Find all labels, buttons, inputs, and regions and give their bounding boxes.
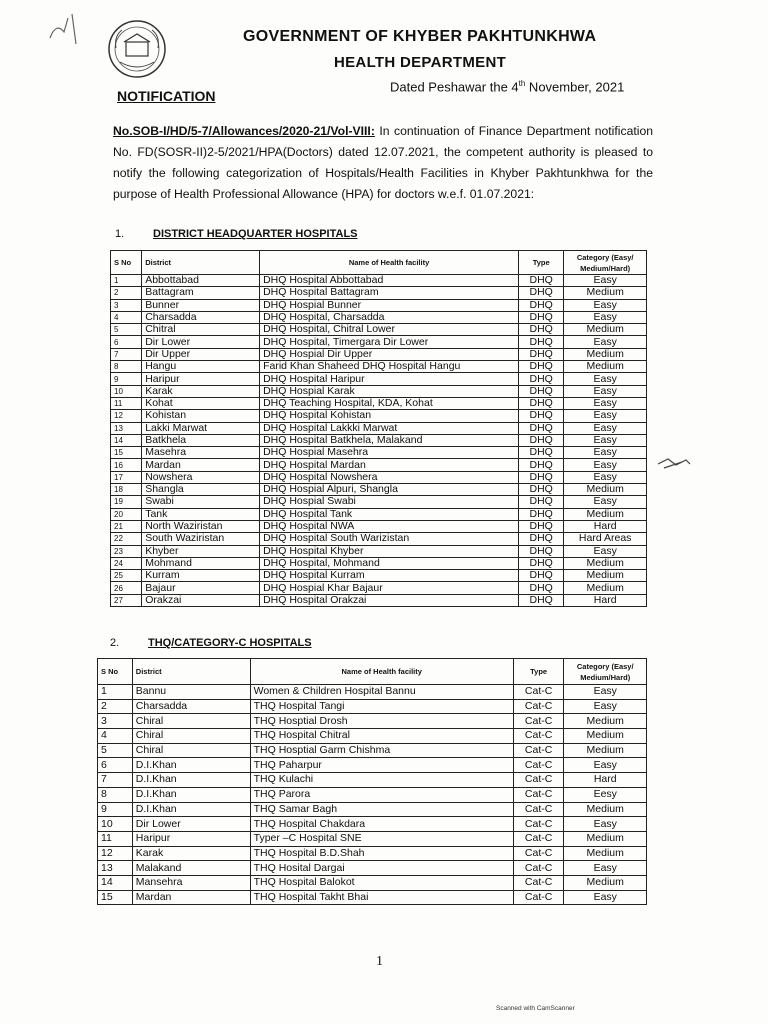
cell-type: Cat-C	[513, 729, 564, 744]
cell-district: Khyber	[142, 545, 260, 557]
cell-district: Chiral	[132, 714, 250, 729]
cell-sno: 7	[111, 348, 142, 360]
cell-facility: THQ Hospital Tangi	[250, 699, 513, 714]
cell-type: DHQ	[519, 533, 564, 545]
table-row	[98, 714, 647, 729]
cell-type: Cat-C	[513, 861, 564, 876]
cell-facility: DHQ Hospital Tank	[260, 508, 519, 520]
cell-type: DHQ	[519, 373, 564, 385]
cell-type: DHQ	[519, 311, 564, 323]
thq-hospitals-table	[97, 658, 647, 905]
cell-type: DHQ	[519, 484, 564, 496]
cell-sno: 25	[111, 570, 142, 582]
col-type: Type	[513, 659, 564, 685]
cell-type: Cat-C	[513, 699, 564, 714]
table-row	[111, 299, 647, 311]
dated-line: Dated Peshawar the 4th November, 2021	[390, 79, 625, 95]
cell-category: Medium	[564, 802, 647, 817]
cell-facility: DHQ Hospital Abbottabad	[260, 275, 519, 287]
cell-category: Hard	[564, 773, 647, 788]
cell-district: Batkhela	[142, 434, 260, 446]
cell-category: Medium	[564, 831, 647, 846]
cell-district: Chiral	[132, 729, 250, 744]
page-number: 1	[376, 954, 383, 969]
table-row	[98, 890, 647, 905]
cell-facility: THQ Kulachi	[250, 773, 513, 788]
cell-district: Kurram	[142, 570, 260, 582]
table-row	[111, 471, 647, 483]
cell-category: Medium	[564, 287, 647, 299]
cell-type: DHQ	[519, 324, 564, 336]
cell-facility: DHQ Hospital Mardan	[260, 459, 519, 471]
cell-facility: DHQ Hospital, Charsadda	[260, 311, 519, 323]
cell-sno: 6	[98, 758, 133, 773]
cell-category: Medium	[564, 484, 647, 496]
cell-sno: 24	[111, 557, 142, 569]
cell-district: Haripur	[142, 373, 260, 385]
cell-facility: DHQ Hospital NWA	[260, 520, 519, 532]
col-facility: Name of Health facility	[250, 659, 513, 685]
cell-facility: DHQ Hospital Lakkki Marwat	[260, 422, 519, 434]
cell-category: Easy	[564, 373, 647, 385]
table-row	[111, 459, 647, 471]
cell-sno: 12	[111, 410, 142, 422]
cell-type: DHQ	[519, 385, 564, 397]
cell-district: Dir Upper	[142, 348, 260, 360]
table-row	[98, 817, 647, 832]
table-row	[111, 422, 647, 434]
table-row	[111, 348, 647, 360]
table-row	[111, 324, 647, 336]
cell-sno: 8	[111, 361, 142, 373]
kp-government-seal-icon	[106, 18, 168, 80]
cell-facility: Women & Children Hospital Bannu	[250, 685, 513, 700]
cell-district: Orakzai	[142, 594, 260, 606]
cell-category: Medium	[564, 361, 647, 373]
cell-district: Haripur	[132, 831, 250, 846]
table-row	[111, 373, 647, 385]
cell-category: Medium	[564, 875, 647, 890]
cell-type: DHQ	[519, 508, 564, 520]
table-row	[98, 846, 647, 861]
cell-district: D.I.Khan	[132, 802, 250, 817]
cell-district: Bajaur	[142, 582, 260, 594]
cell-facility: Farid Khan Shaheed DHQ Hospital Hangu	[260, 361, 519, 373]
cell-category: Hard Areas	[564, 533, 647, 545]
cell-category: Easy	[564, 699, 647, 714]
cell-facility: THQ Hosptial Garm Chishma	[250, 743, 513, 758]
cell-type: Cat-C	[513, 685, 564, 700]
table-row	[111, 361, 647, 373]
cell-district: North Waziristan	[142, 520, 260, 532]
cell-category: Medium	[564, 743, 647, 758]
cell-facility: DHQ Hospial Masehra	[260, 447, 519, 459]
cell-category: Easy	[564, 422, 647, 434]
cell-district: Chitral	[142, 324, 260, 336]
cell-district: Tank	[142, 508, 260, 520]
cell-type: DHQ	[519, 336, 564, 348]
cell-sno: 5	[98, 743, 133, 758]
cell-type: Cat-C	[513, 714, 564, 729]
cell-district: South Waziristan	[142, 533, 260, 545]
cell-sno: 13	[111, 422, 142, 434]
cell-sno: 17	[111, 471, 142, 483]
table-row	[111, 484, 647, 496]
cell-category: Hard	[564, 594, 647, 606]
cell-category: Easy	[564, 410, 647, 422]
cell-facility: DHQ Hospial Swabi	[260, 496, 519, 508]
cell-category: Medium	[564, 582, 647, 594]
cell-category: Easy	[564, 447, 647, 459]
government-title: GOVERNMENT OF KHYBER PAKHTUNKHWA	[243, 28, 597, 45]
table-row	[98, 773, 647, 788]
cell-district: Battagram	[142, 287, 260, 299]
cell-category: Easy	[564, 861, 647, 876]
table-row	[111, 336, 647, 348]
cell-sno: 15	[98, 890, 133, 905]
cell-type: DHQ	[519, 459, 564, 471]
table-row	[111, 434, 647, 446]
table-row	[98, 758, 647, 773]
col-district: District	[142, 251, 260, 275]
cell-sno: 7	[98, 773, 133, 788]
cell-facility: DHQ Teaching Hospital, KDA, Kohat	[260, 397, 519, 409]
cell-facility: THQ Samar Bagh	[250, 802, 513, 817]
cell-category: Easy	[564, 471, 647, 483]
cell-category: Hard	[564, 520, 647, 532]
table-row	[111, 582, 647, 594]
cell-sno: 13	[98, 861, 133, 876]
cell-category: Easy	[564, 496, 647, 508]
cell-facility: THQ Hospital Takht Bhai	[250, 890, 513, 905]
cell-category: Medium	[564, 729, 647, 744]
cell-district: Abbottabad	[142, 275, 260, 287]
cell-type: DHQ	[519, 545, 564, 557]
cell-sno: 11	[98, 831, 133, 846]
cell-sno: 9	[98, 802, 133, 817]
cell-type: DHQ	[519, 410, 564, 422]
col-type: Type	[519, 251, 564, 275]
cell-sno: 21	[111, 520, 142, 532]
cell-type: Cat-C	[513, 758, 564, 773]
table-row	[111, 557, 647, 569]
cell-type: DHQ	[519, 348, 564, 360]
cell-sno: 2	[98, 699, 133, 714]
cell-type: Cat-C	[513, 846, 564, 861]
cell-sno: 5	[111, 324, 142, 336]
cell-district: D.I.Khan	[132, 787, 250, 802]
cell-facility: DHQ Hospial Alpuri, Shangla	[260, 484, 519, 496]
cell-sno: 11	[111, 397, 142, 409]
cell-district: Kohistan	[142, 410, 260, 422]
table-row	[98, 787, 647, 802]
cell-district: Karak	[132, 846, 250, 861]
cell-facility: THQ Hospital Chitral	[250, 729, 513, 744]
cell-facility: DHQ Hospial Bunner	[260, 299, 519, 311]
cell-facility: THQ Paharpur	[250, 758, 513, 773]
cell-type: DHQ	[519, 397, 564, 409]
cell-type: DHQ	[519, 287, 564, 299]
table-row	[111, 570, 647, 582]
cell-facility: THQ Hospital Chakdara	[250, 817, 513, 832]
cell-district: Mansehra	[132, 875, 250, 890]
cell-type: Cat-C	[513, 875, 564, 890]
table-row	[111, 508, 647, 520]
cell-category: Easy	[564, 459, 647, 471]
signature-mark-icon	[656, 456, 692, 472]
cell-facility: DHQ Hospital Batkhela, Malakand	[260, 434, 519, 446]
cell-sno: 14	[98, 875, 133, 890]
cell-district: D.I.Khan	[132, 758, 250, 773]
cell-category: Easy	[564, 758, 647, 773]
cell-category: Easy	[564, 311, 647, 323]
cell-facility: DHQ Hospital Haripur	[260, 373, 519, 385]
table-row	[111, 311, 647, 323]
cell-sno: 23	[111, 545, 142, 557]
cell-sno: 15	[111, 447, 142, 459]
cell-category: Easy	[564, 545, 647, 557]
table-row	[98, 875, 647, 890]
cell-category: Medium	[564, 508, 647, 520]
table-row	[111, 287, 647, 299]
cell-type: DHQ	[519, 447, 564, 459]
cell-sno: 4	[111, 311, 142, 323]
cell-type: Cat-C	[513, 831, 564, 846]
cell-type: DHQ	[519, 496, 564, 508]
cell-facility: DHQ Hospital South Warizistan	[260, 533, 519, 545]
cell-district: Lakki Marwat	[142, 422, 260, 434]
cell-sno: 8	[98, 787, 133, 802]
cell-sno: 3	[111, 299, 142, 311]
cell-sno: 4	[98, 729, 133, 744]
cell-type: DHQ	[519, 520, 564, 532]
table-row	[111, 545, 647, 557]
dhq-hospitals-table	[110, 250, 647, 607]
cell-type: DHQ	[519, 594, 564, 606]
scanner-watermark: Scanned with CamScanner	[496, 1005, 575, 1012]
cell-sno: 12	[98, 846, 133, 861]
cell-type: Cat-C	[513, 773, 564, 788]
cell-category: Medium	[564, 557, 647, 569]
cell-district: Kohat	[142, 397, 260, 409]
cell-district: Masehra	[142, 447, 260, 459]
table-row	[98, 685, 647, 700]
table-row	[98, 699, 647, 714]
cell-district: Malakand	[132, 861, 250, 876]
cell-district: Charsadda	[132, 699, 250, 714]
cell-category: Medium	[564, 324, 647, 336]
cell-district: Dir Lower	[132, 817, 250, 832]
cell-district: Mardan	[132, 890, 250, 905]
cell-district: Nowshera	[142, 471, 260, 483]
cell-facility: DHQ Hospital, Mohmand	[260, 557, 519, 569]
cell-category: Eesy	[564, 787, 647, 802]
cell-category: Easy	[564, 890, 647, 905]
col-sno: S No	[98, 659, 133, 685]
cell-district: Dir Lower	[142, 336, 260, 348]
cell-category: Easy	[564, 299, 647, 311]
cell-type: Cat-C	[513, 743, 564, 758]
cell-sno: 3	[98, 714, 133, 729]
cell-facility: DHQ Hospital Kurram	[260, 570, 519, 582]
cell-category: Easy	[564, 817, 647, 832]
cell-sno: 19	[111, 496, 142, 508]
cell-type: DHQ	[519, 361, 564, 373]
pen-mark-icon	[46, 8, 90, 48]
cell-sno: 18	[111, 484, 142, 496]
cell-type: DHQ	[519, 570, 564, 582]
table-row	[111, 520, 647, 532]
cell-type: DHQ	[519, 582, 564, 594]
cell-sno: 26	[111, 582, 142, 594]
table-row	[111, 397, 647, 409]
cell-type: Cat-C	[513, 890, 564, 905]
cell-type: DHQ	[519, 471, 564, 483]
cell-district: Mardan	[142, 459, 260, 471]
table-row	[111, 410, 647, 422]
cell-category: Medium	[564, 570, 647, 582]
cell-sno: 10	[98, 817, 133, 832]
section-1-title: 1. DISTRICT HEADQUARTER HOSPITALS	[115, 228, 358, 240]
cell-category: Medium	[564, 348, 647, 360]
cell-facility: DHQ Hospital, Timergara Dir Lower	[260, 336, 519, 348]
notification-reference: No.SOB-I/HD/5-7/Allowances/2020-21/Vol-VIII:	[113, 124, 375, 138]
col-sno: S No	[111, 251, 142, 275]
cell-facility: DHQ Hospial Dir Upper	[260, 348, 519, 360]
cell-district: Hangu	[142, 361, 260, 373]
department-title: HEALTH DEPARTMENT	[334, 54, 507, 71]
cell-district: Charsadda	[142, 311, 260, 323]
cell-type: Cat-C	[513, 802, 564, 817]
col-category: Category (Easy/ Medium/Hard)	[564, 659, 647, 685]
cell-facility: THQ Hosptial Drosh	[250, 714, 513, 729]
cell-facility: DHQ Hospital Battagram	[260, 287, 519, 299]
cell-type: DHQ	[519, 299, 564, 311]
table-row	[111, 275, 647, 287]
cell-district: D.I.Khan	[132, 773, 250, 788]
cell-district: Bannu	[132, 685, 250, 700]
table-row	[111, 385, 647, 397]
cell-district: Bunner	[142, 299, 260, 311]
cell-facility: THQ Parora	[250, 787, 513, 802]
cell-type: DHQ	[519, 434, 564, 446]
cell-category: Easy	[564, 397, 647, 409]
cell-category: Easy	[564, 275, 647, 287]
cell-district: Mohmand	[142, 557, 260, 569]
cell-sno: 20	[111, 508, 142, 520]
notification-heading: NOTIFICATION	[117, 88, 216, 104]
table-row	[111, 594, 647, 606]
cell-type: DHQ	[519, 557, 564, 569]
table-row	[98, 802, 647, 817]
cell-facility: DHQ Hospial Khar Bajaur	[260, 582, 519, 594]
cell-district: Karak	[142, 385, 260, 397]
cell-category: Medium	[564, 714, 647, 729]
cell-sno: 27	[111, 594, 142, 606]
table-row	[98, 743, 647, 758]
table-row	[98, 729, 647, 744]
cell-facility: DHQ Hospial Karak	[260, 385, 519, 397]
cell-facility: THQ Hosital Dargai	[250, 861, 513, 876]
cell-category: Easy	[564, 434, 647, 446]
cell-sno: 14	[111, 434, 142, 446]
cell-category: Medium	[564, 846, 647, 861]
cell-sno: 1	[98, 685, 133, 700]
cell-facility: DHQ Hospital Khyber	[260, 545, 519, 557]
cell-sno: 16	[111, 459, 142, 471]
cell-type: Cat-C	[513, 817, 564, 832]
col-facility: Name of Health facility	[260, 251, 519, 275]
cell-category: Easy	[564, 336, 647, 348]
cell-district: Swabi	[142, 496, 260, 508]
cell-category: Easy	[564, 385, 647, 397]
cell-facility: DHQ Hospital Kohistan	[260, 410, 519, 422]
cell-facility: DHQ Hospital, Chitral Lower	[260, 324, 519, 336]
table-row	[98, 831, 647, 846]
col-district: District	[132, 659, 250, 685]
cell-sno: 2	[111, 287, 142, 299]
cell-facility: DHQ Hospital Orakzai	[260, 594, 519, 606]
table-row	[111, 533, 647, 545]
table-row	[111, 496, 647, 508]
cell-facility: THQ Hospital Balokot	[250, 875, 513, 890]
table-row	[98, 861, 647, 876]
cell-district: Chiral	[132, 743, 250, 758]
cell-sno: 10	[111, 385, 142, 397]
notification-body: No.SOB-I/HD/5-7/Allowances/2020-21/Vol-VIII: In continuation of Finance Department notification No. FD(SOSR-II)2-5/2021/HPA(Doctors) dated 12.07.2021, the competent authority is pleased to notify the following categorization of Hospitals/Health Facilities in Khyber Pakhtunkhwa for the purpose of Health Professional Allowance (HPA) for doctors w.e.f. 01.07.2021:	[113, 124, 653, 201]
cell-sno: 22	[111, 533, 142, 545]
cell-district: Shangla	[142, 484, 260, 496]
cell-sno: 1	[111, 275, 142, 287]
col-category: Category (Easy/ Medium/Hard)	[564, 251, 647, 275]
cell-type: DHQ	[519, 275, 564, 287]
cell-type: Cat-C	[513, 787, 564, 802]
cell-facility: THQ Hospital B.D.Shah	[250, 846, 513, 861]
cell-type: DHQ	[519, 422, 564, 434]
cell-sno: 9	[111, 373, 142, 385]
cell-facility: Typer –C Hospital SNE	[250, 831, 513, 846]
cell-category: Easy	[564, 685, 647, 700]
cell-sno: 6	[111, 336, 142, 348]
cell-facility: DHQ Hospital Nowshera	[260, 471, 519, 483]
table-row	[111, 447, 647, 459]
section-2-title: 2. THQ/CATEGORY-C HOSPITALS	[110, 637, 312, 649]
